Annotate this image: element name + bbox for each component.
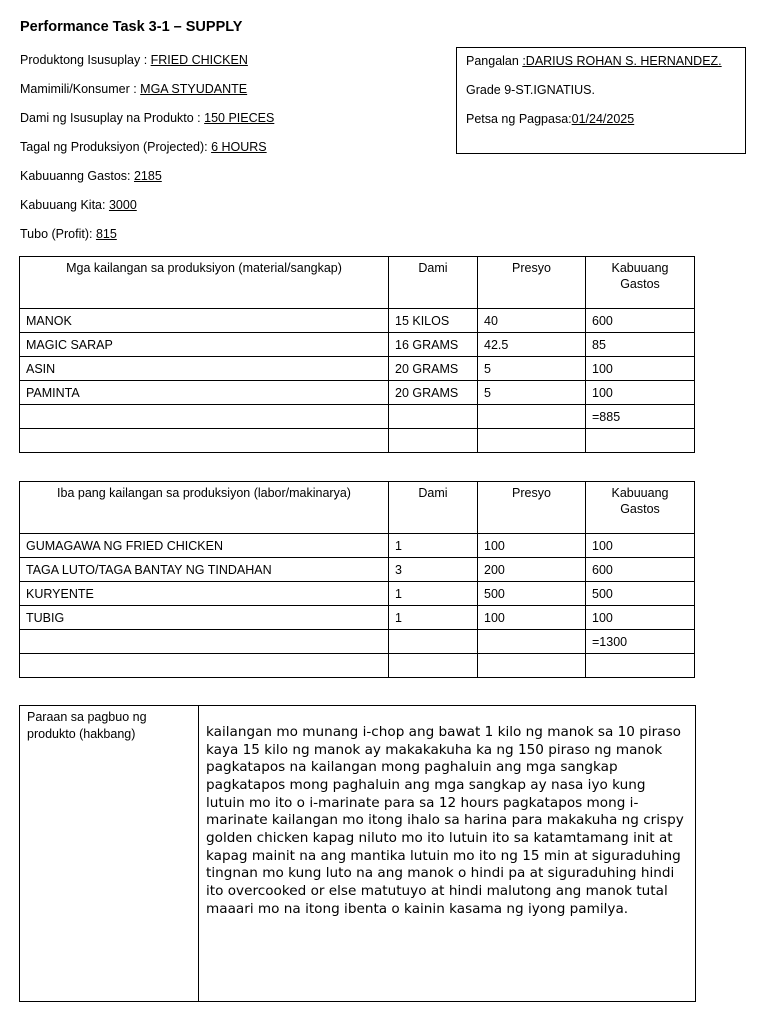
- student-grade: Grade 9-ST.IGNATIUS.: [466, 83, 595, 97]
- table-cell: [389, 405, 478, 429]
- info-value: MGA STYUDANTE: [140, 82, 248, 96]
- table-row: [20, 429, 695, 453]
- table-cell: ASIN: [20, 357, 389, 381]
- table-row: [20, 582, 695, 606]
- table-cell: =885: [586, 405, 695, 429]
- table-row: [20, 333, 695, 357]
- table-row: [20, 654, 695, 678]
- student-name: [466, 54, 722, 68]
- table-cell: 85: [586, 333, 695, 357]
- header-cell: Kabuuang Gastos: [586, 257, 695, 309]
- info-label: Produktong Isusuplay :: [20, 53, 151, 67]
- info-value: 2185: [133, 169, 162, 183]
- table-cell: [20, 654, 389, 678]
- table-cell: [20, 429, 389, 453]
- info-label: Dami ng Isusuplay na Produkto :: [20, 111, 205, 125]
- table-header-row: [20, 482, 695, 534]
- header-cell: Kabuuang Gastos: [586, 482, 695, 534]
- table-row: [20, 381, 695, 405]
- table-cell: =1300: [586, 630, 695, 654]
- table-cell: 500: [586, 582, 695, 606]
- student-name-label: Pangalan: [466, 54, 523, 68]
- info-value: 6 HOURS: [211, 140, 267, 154]
- info-label: Tagal ng Produksiyon (Projected):: [20, 140, 212, 154]
- table-cell: 100: [478, 534, 586, 558]
- table-cell: [586, 429, 695, 453]
- table-cell: 100: [586, 534, 695, 558]
- table-cell: 100: [478, 606, 586, 630]
- table-row: [20, 630, 695, 654]
- info-label: Kabuuang Kita:: [20, 198, 109, 212]
- table-cell: [20, 630, 389, 654]
- table-cell: GUMAGAWA NG FRIED CHICKEN: [20, 534, 389, 558]
- table-cell: 1: [389, 534, 478, 558]
- table-row: [20, 309, 695, 333]
- table-cell: TUBIG: [20, 606, 389, 630]
- header-cell: Iba pang kailangan sa produksiyon (labor/makinarya): [20, 482, 389, 534]
- info-label: Tubo (Profit):: [20, 227, 96, 241]
- table-row: [20, 558, 695, 582]
- table-cell: [389, 630, 478, 654]
- table-cell: 40: [478, 309, 586, 333]
- info-quantity: [20, 111, 274, 125]
- table-cell: 20 GRAMS: [389, 357, 478, 381]
- student-name-value: :DARIUS ROHAN S. HERNANDEZ.: [522, 54, 722, 68]
- table-cell: 100: [586, 606, 695, 630]
- info-label: Mamimili/Konsumer :: [20, 82, 141, 96]
- header-cell: Dami: [389, 257, 478, 309]
- info-duration: [20, 140, 267, 154]
- info-value: 150 PIECES: [204, 111, 275, 125]
- page-title: Performance Task 3-1 – SUPPLY: [20, 19, 243, 35]
- info-value: 815: [95, 227, 117, 241]
- table-cell: 16 GRAMS: [389, 333, 478, 357]
- header-cell: Mga kailangan sa produksiyon (material/sangkap): [20, 257, 389, 309]
- table-cell: [478, 630, 586, 654]
- table-cell: 100: [586, 381, 695, 405]
- table-cell: KURYENTE: [20, 582, 389, 606]
- table-cell: 200: [478, 558, 586, 582]
- table-cell: 3: [389, 558, 478, 582]
- table-cell: 600: [586, 309, 695, 333]
- table-cell: 42.5: [478, 333, 586, 357]
- table-cell: [389, 654, 478, 678]
- table-cell: MAGIC SARAP: [20, 333, 389, 357]
- materials-table: [19, 256, 695, 453]
- table-cell: MANOK: [20, 309, 389, 333]
- info-value: 3000: [108, 198, 137, 212]
- table-row: [20, 534, 695, 558]
- labor-table: [19, 481, 695, 678]
- table-row: [20, 357, 695, 381]
- procedure-label: Paraan sa pagbuo ng produkto (hakbang): [20, 706, 199, 1002]
- student-info-box: [456, 47, 746, 154]
- table-cell: 15 KILOS: [389, 309, 478, 333]
- info-profit: [20, 227, 117, 241]
- procedure-text: kailangan mo munang i-chop ang bawat 1 kilo ng manok sa 10 piraso kaya 15 kilo ng manok ay makakakuha ka ng 150 piraso ng manok pagkatapos na kailangan mong paghaluin ang mga sangkap pagkatapos mong paghaluin ang mga sangkap ay nasa iyo kung lutuin mo ito o i-marinate para sa 12 hours pagkatapos mong i-marinate kailangan mo itong ihalo sa harina para makakuha ng crispy golden chicken kapag niluto mo ito lutuin ito sa katamtamang init at kapag mainit na ang mantika lutuin mo ito ng 15 min at siguraduhing tingnan mo kung luto na ang manok o hindi pa at siguraduhing hindi ito overcooked or else matutuyo at hindi malutong ang manok tutal maaari mo na itong ibenta o kainin kasama ng iyong pamilya.: [199, 706, 696, 1002]
- table-header-row: [20, 257, 695, 309]
- table-row: [20, 606, 695, 630]
- info-value: FRIED CHICKEN: [150, 53, 248, 67]
- info-product: [20, 53, 248, 67]
- table-cell: 600: [586, 558, 695, 582]
- submission-date: [466, 112, 634, 126]
- header-cell: Dami: [389, 482, 478, 534]
- table-cell: 1: [389, 606, 478, 630]
- header-cell: Presyo: [478, 257, 586, 309]
- table-cell: 20 GRAMS: [389, 381, 478, 405]
- info-label: Kabuuanng Gastos:: [20, 169, 134, 183]
- info-total-cost: [20, 169, 162, 183]
- table-cell: 100: [586, 357, 695, 381]
- table-cell: [478, 405, 586, 429]
- info-total-income: [20, 198, 137, 212]
- table-cell: [20, 405, 389, 429]
- submission-date-label: Petsa ng Pagpasa:: [466, 112, 572, 126]
- table-cell: [478, 654, 586, 678]
- table-cell: TAGA LUTO/TAGA BANTAY NG TINDAHAN: [20, 558, 389, 582]
- header-cell: Presyo: [478, 482, 586, 534]
- table-cell: 5: [478, 357, 586, 381]
- table-row: [20, 405, 695, 429]
- info-consumer: [20, 82, 247, 96]
- table-cell: 500: [478, 582, 586, 606]
- procedure-table: [19, 705, 696, 1002]
- table-cell: 5: [478, 381, 586, 405]
- table-cell: [389, 429, 478, 453]
- table-cell: [478, 429, 586, 453]
- table-cell: PAMINTA: [20, 381, 389, 405]
- table-cell: [586, 654, 695, 678]
- submission-date-value: 01/24/2025: [571, 112, 635, 126]
- table-cell: 1: [389, 582, 478, 606]
